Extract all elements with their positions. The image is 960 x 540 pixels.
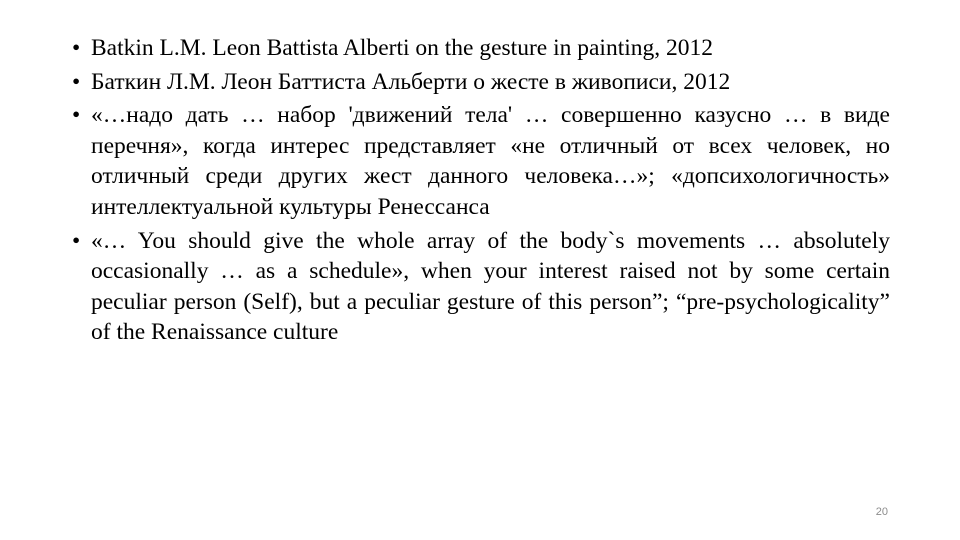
bullet-marker: •: [72, 35, 81, 61]
bullet-marker: •: [72, 68, 81, 95]
bullet-text-english-quote: «… You should give the whole array of the body`s movements … absolutely occasionally … as a schedule», when your interest raised not by some certain peculiar person (Self), but a peculiar gesture of this person”; “pre-psychologicality” of the Renaissance culture: [91, 227, 890, 346]
bullet-item: [72, 100, 890, 222]
bullet-marker: •: [72, 102, 81, 129]
slide-number: 20: [875, 506, 888, 518]
bullet-text-russian-quote: «…надо дать … набор 'движений тела' … совершенно казусно … в виде перечня», когда интерес представляет «не отличный от всех человек, но отличный среди других жест данного человека…»; «допсихологичность» интеллектуальной культуры Ренессанса: [91, 102, 890, 220]
bullet-item: [72, 67, 890, 98]
bullet-text-english-citation: Batkin L.M. Leon Battista Alberti on the gesture in painting, 2012: [91, 35, 714, 61]
bullet-marker: •: [72, 227, 81, 254]
bullet-item: [72, 226, 890, 348]
bullet-text-russian-citation: Баткин Л.М. Леон Баттиста Альберти о жесте в живописи, 2012: [91, 68, 731, 95]
bullet-item: [72, 33, 890, 64]
bullet-list: [72, 33, 890, 351]
